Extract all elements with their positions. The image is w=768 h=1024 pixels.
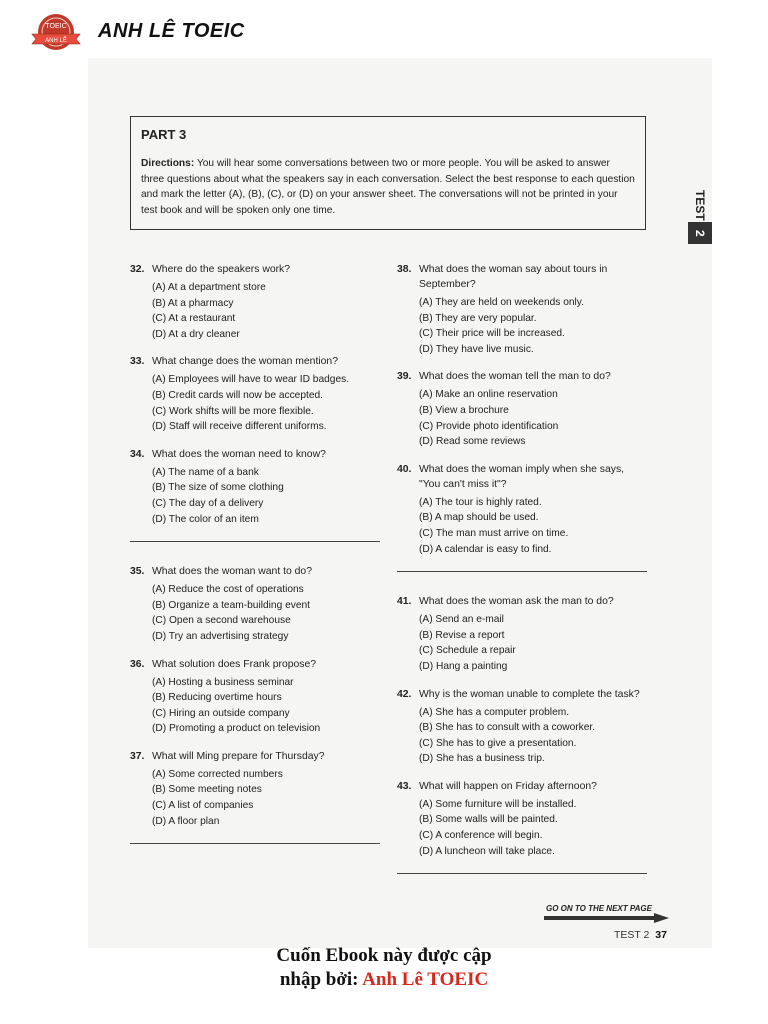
- brand-logo: [30, 12, 82, 52]
- questions-right-column: [397, 262, 647, 896]
- answer-option: (A) Reduce the cost of operations: [152, 584, 304, 596]
- question-number: 33.: [130, 356, 145, 368]
- answer-option: (D) A luncheon will take place.: [419, 845, 555, 857]
- directions-label: Directions:: [141, 158, 195, 169]
- test-side-tab: [688, 188, 712, 244]
- part-title: PART 3: [141, 127, 187, 142]
- answer-option: (A) Hosting a business seminar: [152, 676, 294, 688]
- answer-option: (D) She has a business trip.: [419, 753, 545, 765]
- answer-option: (C) Provide photo identification: [419, 420, 559, 432]
- answer-option: (C) Open a second warehouse: [152, 615, 291, 627]
- answer-option: (A) Make an online reservation: [419, 389, 558, 401]
- answer-option: (C) The day of a delivery: [152, 497, 264, 509]
- answer-option: (B) View a brochure: [419, 404, 509, 416]
- question-number: 34.: [130, 448, 145, 460]
- brand-name: ANH LÊ TOEIC: [98, 20, 245, 42]
- answer-option: (C) A list of companies: [152, 800, 254, 812]
- answer-option: (C) Work shifts will be more flexible.: [152, 405, 314, 417]
- answer-option: (C) She has to give a presentation.: [419, 737, 577, 749]
- logo-top-text: TOEIC: [45, 23, 67, 30]
- question-34: [130, 447, 380, 527]
- credit-line-1: Cuốn Ebook này được cập: [276, 945, 492, 966]
- answer-option: (B) The size of some clothing: [152, 482, 284, 494]
- credit-text: [0, 944, 768, 992]
- directions-text: [141, 156, 635, 218]
- side-tab-label: TEST: [688, 188, 712, 222]
- answer-option: (A) At a department store: [152, 282, 266, 293]
- answer-option: (A) Some furniture will be installed.: [419, 798, 577, 810]
- answer-option: (B) They are very popular.: [419, 312, 537, 324]
- question-36: [130, 657, 380, 737]
- question-number: 40.: [397, 463, 412, 475]
- answer-option: (A) The name of a bank: [152, 466, 259, 478]
- answer-option: (B) At a pharmacy: [152, 297, 234, 309]
- answer-option: (B) She has to consult with a coworker.: [419, 722, 596, 734]
- answer-option: (D) Try an advertising strategy: [152, 630, 289, 642]
- side-tab-number: 2: [688, 222, 712, 244]
- answer-option: (D) A calendar is easy to find.: [419, 543, 552, 555]
- next-page-label: GO ON TO THE NEXT PAGE: [546, 904, 652, 913]
- answer-option: (B) A map should be used.: [419, 512, 539, 524]
- question-38: [397, 262, 647, 357]
- question-text: What does the woman imply when she says, "You can't miss it"?: [419, 463, 625, 490]
- answer-option: (D) The color of an item: [152, 513, 259, 525]
- answer-option: (A) Employees will have to wear ID badges.: [152, 374, 350, 386]
- question-text: What change does the woman mention?: [152, 356, 338, 368]
- question-text: What does the woman tell the man to do?: [419, 371, 611, 383]
- question-43: [397, 779, 647, 859]
- question-text: Where do the speakers work?: [152, 264, 291, 275]
- credit-author: Anh Lê TOEIC: [362, 969, 489, 990]
- question-number: 38.: [397, 264, 412, 275]
- answer-option: (D) They have live music.: [419, 343, 534, 355]
- question-number: 32.: [130, 264, 145, 275]
- question-number: 36.: [130, 658, 145, 670]
- question-text: What does the woman want to do?: [152, 566, 312, 578]
- answer-option: (B) Revise a report: [419, 629, 505, 641]
- section-divider: [130, 541, 380, 542]
- directions-body: You will hear some conversations between two or more people. You will be asked to answer three questions about what the speakers say in each conversation. Select the best response to each question and mark the letter (A), (B), (C), or (D) on your answer sheet. The conversations will not be printed in your test book and will be spoken only one time.: [141, 158, 635, 216]
- answer-option: (D) Hang a painting: [419, 660, 508, 672]
- answer-option: (D) Staff will receive different uniforms.: [152, 421, 327, 433]
- question-number: 42.: [397, 688, 412, 700]
- answer-option: (D) At a dry cleaner: [152, 328, 240, 340]
- answer-option: (D) Promoting a product on television: [152, 723, 321, 735]
- question-text: Why is the woman unable to complete the task?: [419, 688, 640, 700]
- question-37: [130, 749, 380, 829]
- question-32: [130, 262, 380, 342]
- question-number: 39.: [397, 371, 412, 383]
- answer-option: (B) Organize a team-building event: [152, 599, 310, 611]
- credit-prefix: nhập bởi:: [279, 969, 363, 990]
- question-40: [397, 462, 647, 557]
- question-text: What solution does Frank propose?: [152, 658, 317, 670]
- answer-option: (C) Schedule a repair: [419, 645, 516, 657]
- section-divider: [397, 571, 647, 572]
- question-text: What will Ming prepare for Thursday?: [152, 750, 325, 762]
- arrow-right-icon: [544, 913, 669, 923]
- question-text: What does the woman need to know?: [152, 448, 326, 460]
- question-number: 41.: [397, 596, 412, 608]
- section-divider: [397, 873, 647, 874]
- answer-option: (B) Some walls will be painted.: [419, 814, 558, 826]
- answer-option: (B) Reducing overtime hours: [152, 692, 282, 704]
- answer-option: (A) Some corrected numbers: [152, 768, 283, 780]
- answer-option: (C) The man must arrive on time.: [419, 527, 569, 539]
- section-divider: [130, 843, 380, 844]
- question-41: [397, 594, 647, 674]
- question-33: [130, 354, 380, 434]
- logo-ribbon-text: ANH LÊ: [45, 38, 67, 44]
- questions-left-column: [130, 262, 380, 866]
- answer-option: (B) Some meeting notes: [152, 784, 262, 796]
- question-number: 37.: [130, 750, 145, 762]
- answer-option: (D) A floor plan: [152, 815, 220, 827]
- page-footer: [614, 929, 667, 941]
- answer-option: (A) Send an e-mail: [419, 614, 504, 626]
- question-number: 35.: [130, 566, 145, 578]
- answer-option: (D) Read some reviews: [419, 436, 526, 448]
- answer-option: (C) At a restaurant: [152, 313, 236, 325]
- answer-option: (C) A conference will begin.: [419, 830, 543, 842]
- question-text: What does the woman say about tours in September?: [419, 264, 608, 290]
- question-text: What does the woman ask the man to do?: [419, 596, 614, 608]
- answer-option: (B) Credit cards will now be accepted.: [152, 389, 323, 401]
- page-label: TEST 2: [614, 929, 650, 941]
- question-number: 43.: [397, 780, 412, 792]
- question-35: [130, 564, 380, 644]
- answer-option: (C) Hiring an outside company: [152, 707, 290, 719]
- page-number: 37: [655, 929, 667, 941]
- question-text: What will happen on Friday afternoon?: [419, 780, 597, 792]
- answer-option: (A) The tour is highly rated.: [419, 496, 542, 508]
- question-42: [397, 687, 647, 767]
- answer-option: (C) Their price will be increased.: [419, 328, 565, 340]
- answer-option: (A) They are held on weekends only.: [419, 297, 584, 308]
- question-39: [397, 369, 647, 449]
- answer-option: (A) She has a computer problem.: [419, 706, 570, 718]
- directions-box: [130, 116, 646, 230]
- credit-line-2: [0, 968, 768, 992]
